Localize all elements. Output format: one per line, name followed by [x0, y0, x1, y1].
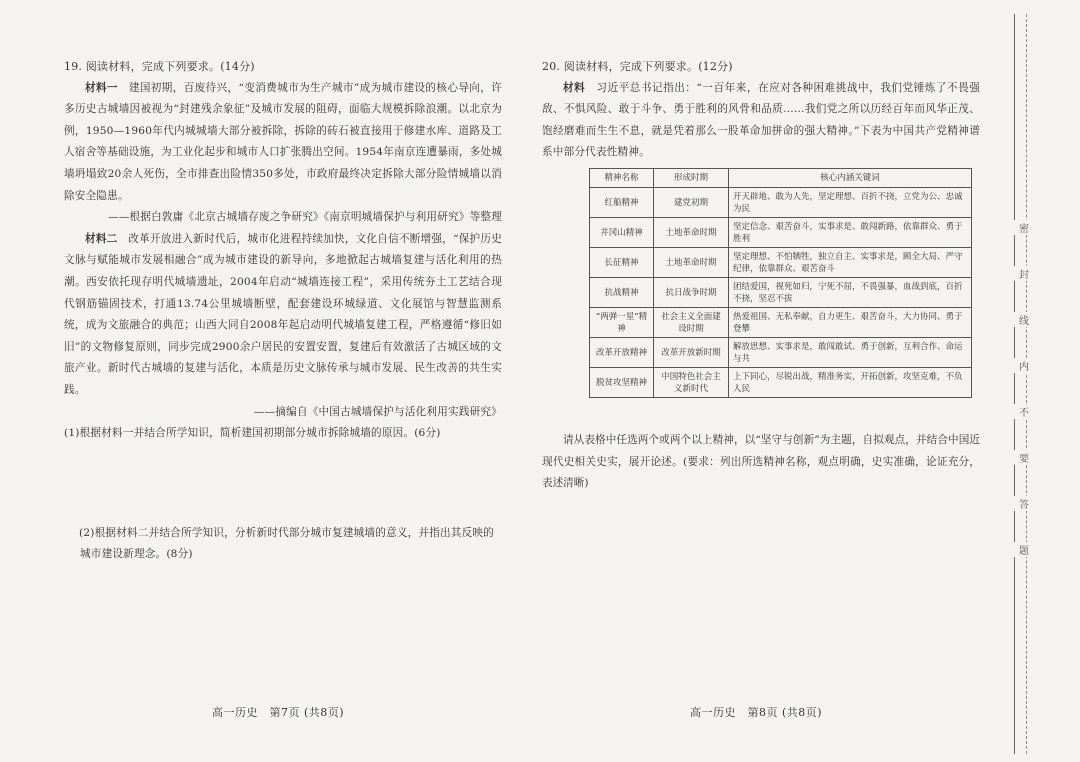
spirit-name: 井冈山精神: [590, 218, 654, 248]
table-header-keywords: 核心内涵关键词: [729, 169, 972, 188]
q19-material-1-label: 材料一: [85, 81, 118, 94]
binding-char: 不: [1014, 404, 1034, 419]
spirit-name: 脱贫攻坚精神: [590, 368, 654, 398]
question-19: [64, 56, 502, 566]
table-header-row: [590, 169, 972, 188]
spirit-period: 土地革命时期: [654, 248, 729, 278]
spirit-period: 建党初期: [654, 188, 729, 218]
table-row: [590, 308, 972, 338]
spirit-name: 长征精神: [590, 248, 654, 278]
table-row: [590, 338, 972, 368]
spirit-keywords: 开天辟地、敢为人先，坚定理想、百折不挠，立党为公、忠诚为民: [729, 188, 972, 218]
binding-dashed-line: [1026, 14, 1028, 754]
q20-material: [542, 78, 980, 164]
binding-char: 内: [1014, 358, 1034, 373]
spirit-period: 改革开放新时期: [654, 338, 729, 368]
q19-material-2-text: 改革开放进入新时代后，城市化进程持续加快，文化自信不断增强，“保护历史文脉与赋能城市发展相融合”成为城市建设的新导向，多地掀起古城墙复建与活化利用的热潮。西安依托现存明代城墙遗址，2004年启动“城墙连接工程”，采用传统夯土工艺结合现代钢筋锚固技术，打通13.74公里城墙断壁，配套建设环城绿道、文化展馆与智慧监测系统，成为文旅融合的典范；山西大同自2008年起启动明代城墙复建工程，严格遵循“修旧如旧”的文物修复原则，同步完成2900余户居民的安置安置，复建后有效激活了古城区域的文旅产业。新时代古城墙的复建与活化，本质是历史文脉传承与城市发展、民生改善的共生实践。: [64, 232, 502, 396]
spirit-name: “两弹一星”精神: [590, 308, 654, 338]
spirit-keywords: 坚定理想、不怕牺牲，独立自主、实事求是，顾全大局、严守纪律，依靠群众、艰苦奋斗: [729, 248, 972, 278]
table-row: [590, 248, 972, 278]
answer-space-1[interactable]: [64, 445, 502, 523]
binding-char: 封: [1014, 266, 1034, 281]
page-footer-left: 高一历史 第7页 (共8页): [212, 706, 345, 719]
binding-line: [1014, 14, 1016, 754]
spirit-period: 抗日战争时期: [654, 278, 729, 308]
spirit-keywords: 坚定信念、艰苦奋斗，实事求是、敢闯新路，依靠群众、勇于胜利: [729, 218, 972, 248]
spirit-period: 土地革命时期: [654, 218, 729, 248]
spirit-name: 红船精神: [590, 188, 654, 218]
spirit-period: 社会主义全面建设时期: [654, 308, 729, 338]
spirit-name: 改革开放精神: [590, 338, 654, 368]
q20-title: 20. 阅读材料，完成下列要求。(12分): [542, 60, 733, 73]
q19-subquestion-1: (1)根据材料一并结合所学知识，简析建国初期部分城市拆除城墙的原因。(6分): [64, 427, 441, 440]
q20-material-label: 材料: [563, 81, 586, 94]
q19-title: 19. 阅读材料，完成下列要求。(14分): [64, 60, 255, 73]
q19-subquestion-2: (2)根据材料二并结合所学知识，分析新时代部分城市复建城墙的意义，并指出其反映的城市建设新理念。(8分): [79, 526, 494, 561]
q19-material-1: [64, 78, 502, 208]
spirit-name: 抗战精神: [590, 278, 654, 308]
spirit-keywords: 解放思想、实事求是，敢闯敢试、勇于创新，互利合作、命运与共: [729, 338, 972, 368]
binding-char: 密: [1014, 220, 1034, 235]
table-row: [590, 278, 972, 308]
q20-task: 请从表格中任选两个或两个以上精神，以“坚守与创新”为主题，自拟观点，并结合中国近现代史相关史实，展开论述。(要求：列出所选精神名称，观点明确，史实准确，论证充分，表述清晰): [542, 434, 980, 490]
q19-material-2-label: 材料二: [85, 232, 118, 245]
binding-char: 线: [1014, 312, 1034, 327]
binding-char: 要: [1014, 450, 1034, 465]
spirit-keywords: 团结爱国，视死如归，宁死不屈，不畏强暴，血战到底，百折不挠，坚忍不拔: [729, 278, 972, 308]
question-20: [542, 56, 980, 164]
table-row: [590, 218, 972, 248]
q19-material-1-source: ——根据白敦庸《北京古城墙存废之争研究》《南京明城墙保护与利用研究》等整理: [107, 211, 502, 224]
table-header-name: 精神名称: [590, 169, 654, 188]
table-row: [590, 368, 972, 398]
binding-char: 题: [1014, 542, 1034, 557]
q19-material-2: [64, 229, 502, 402]
q19-material-1-text: 建国初期，百废待兴，“变消费城市为生产城市”成为城市建设的核心导向，许多历史古城墙因被视为“封建残余象征”及城市发展的阻碍，面临大规模拆除浪潮。以北京为例，1950—1960年代内城城墙大部分被拆除，拆除的砖石被直接用于修建水库、道路及工人宿舍等基础设施，为工业化起步和城市人口扩张腾出空间。1954年南京连遭暴雨，多处城墙坍塌致20余人死伤，全市排查出险情350多处，市政府最终决定拆除大部分险情城墙以消除安全隐患。: [64, 81, 502, 202]
table-header-period: 形成时期: [654, 169, 729, 188]
binding-char: 答: [1014, 496, 1034, 511]
page-footer-right: 高一历史 第8页 (共8页): [690, 706, 823, 719]
spirit-period: 中国特色社会主义新时代: [654, 368, 729, 398]
table-row: [590, 188, 972, 218]
spirit-table: [589, 168, 972, 398]
q20-material-text: 习近平总书记指出：“一百年来，在应对各种困难挑战中，我们党锤炼了不畏强敌、不惧风险、敢于斗争、勇于胜利的风骨和品质……我们党之所以历经百年而风华正茂、饱经磨难而生生不息，就是凭着那么一股革命加拼命的强大精神。”下表为中国共产党精神谱系中部分代表性精神。: [542, 81, 980, 159]
spirit-keywords: 上下同心，尽锐出战，精准务实，开拓创新，攻坚克难，不负人民: [729, 368, 972, 398]
q19-material-2-source: ——摘编自《中国古城墙保护与活化利用实践研究》: [253, 405, 502, 418]
spirit-keywords: 热爱祖国、无私奉献，自力更生、艰苦奋斗，大力协同、勇于登攀: [729, 308, 972, 338]
